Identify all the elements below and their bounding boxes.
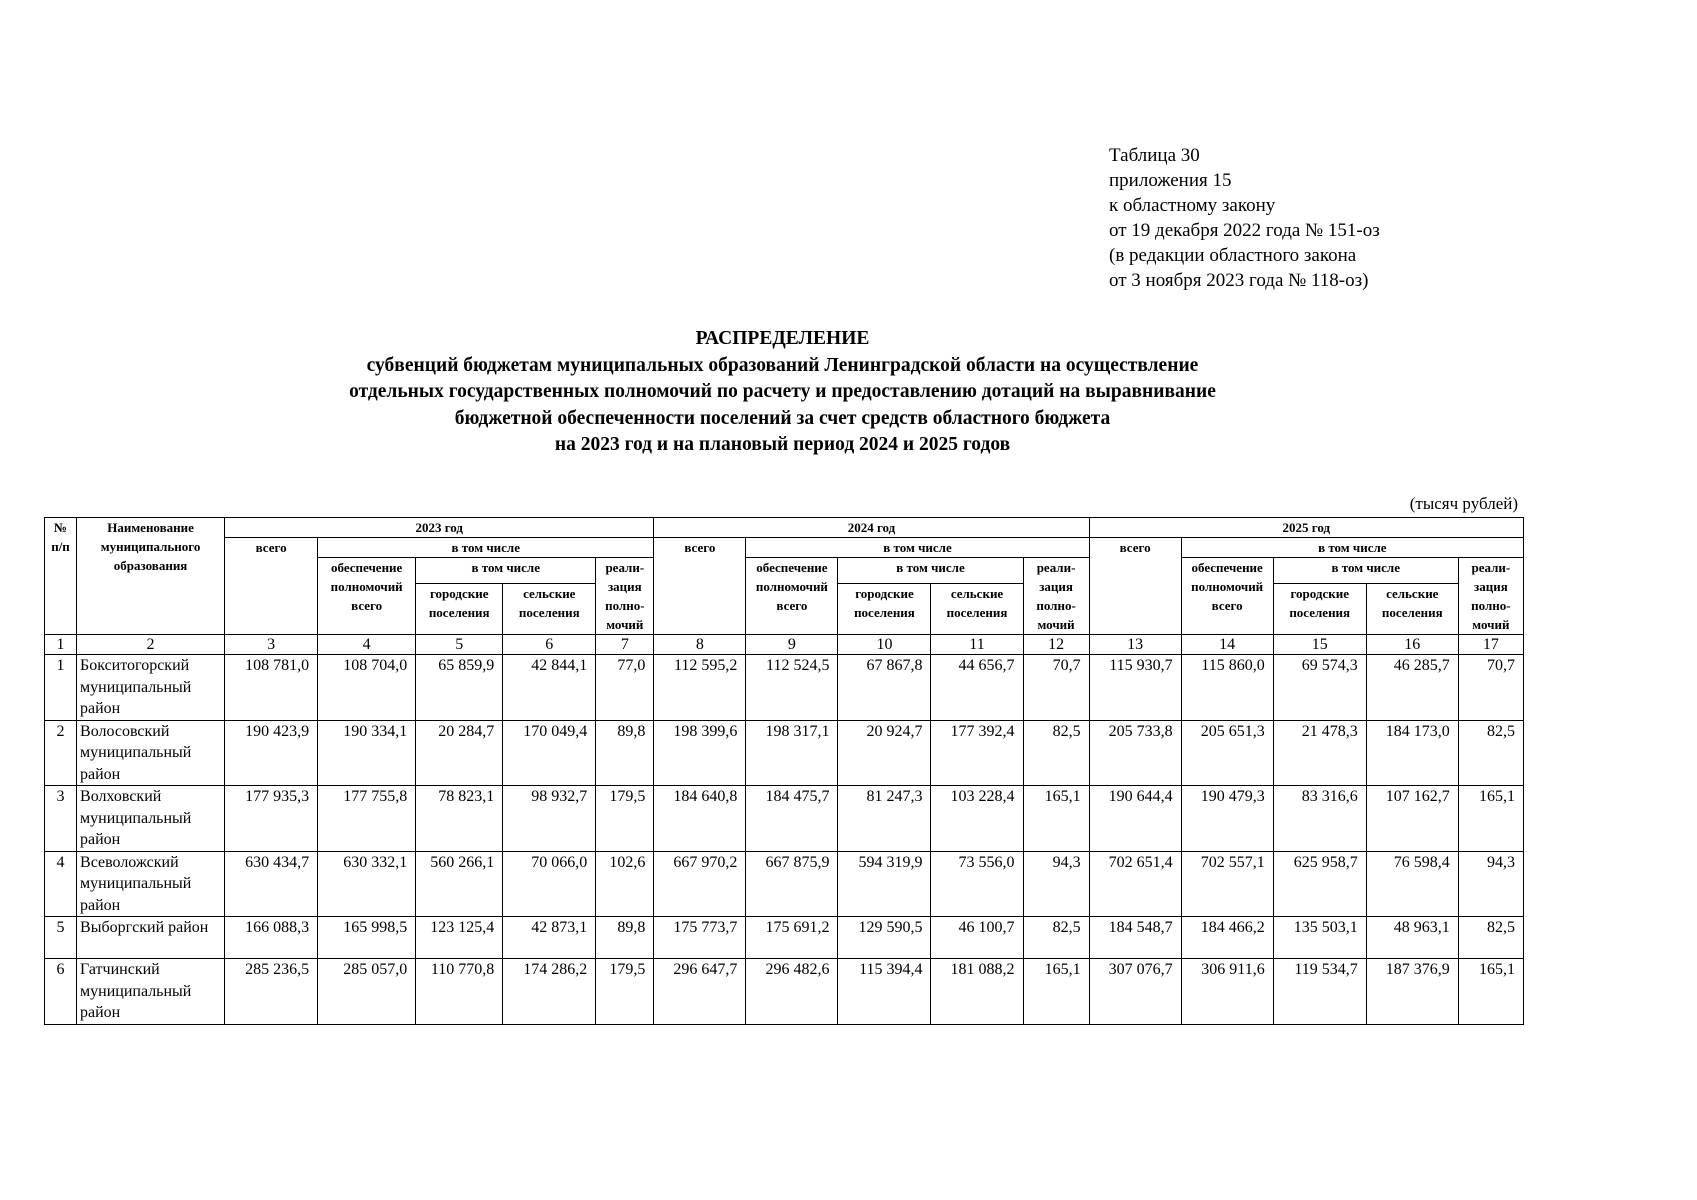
appendix-note-line: Таблица 30 [1109, 145, 1200, 166]
amount-cell: 123 125,4 [416, 917, 503, 959]
col-header-urban: городские поселения [838, 584, 931, 635]
amount-cell: 119 534,7 [1273, 959, 1366, 1025]
col-header-including-sub: в том числе [1273, 558, 1458, 584]
amount-cell: 73 556,0 [931, 851, 1023, 917]
col-header-provision: обеспечение полномочий всего [746, 558, 838, 635]
amount-cell: 190 644,4 [1089, 786, 1181, 852]
amount-cell: 184 475,7 [746, 786, 838, 852]
appendix-note [1109, 143, 1380, 293]
amount-cell: 89,8 [596, 917, 654, 959]
amount-cell: 184 548,7 [1089, 917, 1181, 959]
column-number: 7 [596, 635, 654, 655]
amount-cell: 630 434,7 [225, 851, 318, 917]
column-number-row [45, 635, 1524, 655]
col-header-rural: сельские поселения [1366, 584, 1458, 635]
col-header-including: в том числе [1181, 538, 1523, 558]
amount-cell: 306 911,6 [1181, 959, 1273, 1025]
amount-cell: 630 332,1 [318, 851, 416, 917]
amount-cell: 285 236,5 [225, 959, 318, 1025]
appendix-note-line: приложения 15 [1109, 170, 1232, 191]
title-line: отдельных государственных полномочий по расчету и предоставлению дотаций на выравнивание [349, 381, 1216, 402]
amount-cell: 112 524,5 [746, 655, 838, 721]
col-header-implementation: реали-зация полно-мочий [1023, 558, 1089, 635]
municipality-name: Волховский муниципальный район [77, 786, 225, 852]
amount-cell: 108 781,0 [225, 655, 318, 721]
amount-cell: 115 860,0 [1181, 655, 1273, 721]
amount-cell: 82,5 [1023, 917, 1089, 959]
title-line: субвенций бюджетам муниципальных образований Ленинградской области на осуществление [366, 354, 1199, 376]
appendix-note-line: от 3 ноября 2023 года № 118-оз) [1109, 270, 1369, 291]
amount-cell: 594 319,9 [838, 851, 931, 917]
row-number: 1 [45, 655, 77, 721]
col-header-number: № п/п [45, 518, 77, 635]
col-header-including: в том числе [318, 538, 654, 558]
amount-cell: 667 875,9 [746, 851, 838, 917]
col-header-provision: обеспечение полномочий всего [1181, 558, 1273, 635]
amount-cell: 115 930,7 [1089, 655, 1181, 721]
column-number: 5 [416, 635, 503, 655]
amount-cell: 21 478,3 [1273, 720, 1366, 786]
amount-cell: 175 691,2 [746, 917, 838, 959]
column-number: 14 [1181, 635, 1273, 655]
amount-cell: 625 958,7 [1273, 851, 1366, 917]
amount-cell: 307 076,7 [1089, 959, 1181, 1025]
amount-cell: 77,0 [596, 655, 654, 721]
amount-cell: 190 479,3 [1181, 786, 1273, 852]
row-number: 2 [45, 720, 77, 786]
amount-cell: 198 317,1 [746, 720, 838, 786]
amount-cell: 177 392,4 [931, 720, 1023, 786]
table-row [45, 720, 1524, 786]
column-number: 13 [1089, 635, 1181, 655]
col-header-urban: городские поселения [1273, 584, 1366, 635]
amount-cell: 70 066,0 [503, 851, 596, 917]
col-header-provision: обеспечение полномочий всего [318, 558, 416, 635]
col-header-rural: сельские поселения [503, 584, 596, 635]
amount-cell: 81 247,3 [838, 786, 931, 852]
table-body [45, 655, 1524, 1025]
table-row [45, 851, 1524, 917]
table-row [45, 655, 1524, 721]
amount-cell: 44 656,7 [931, 655, 1023, 721]
amount-cell: 175 773,7 [654, 917, 746, 959]
col-header-rural: сельские поселения [931, 584, 1023, 635]
col-header-year: 2024 год [654, 518, 1089, 538]
amount-cell: 190 334,1 [318, 720, 416, 786]
distribution-table [44, 517, 1524, 1025]
col-header-implementation: реали-зация полно-мочий [596, 558, 654, 635]
column-number: 6 [503, 635, 596, 655]
column-number: 8 [654, 635, 746, 655]
amount-cell: 205 651,3 [1181, 720, 1273, 786]
amount-cell: 107 162,7 [1366, 786, 1458, 852]
amount-cell: 296 482,6 [746, 959, 838, 1025]
municipality-name: Бокситогорский муниципальный район [77, 655, 225, 721]
table-row [45, 917, 1524, 959]
title-line: на 2023 год и на плановый период 2024 и 2025 годов [554, 434, 1011, 455]
amount-cell: 187 376,9 [1366, 959, 1458, 1025]
amount-cell: 165,1 [1458, 786, 1523, 852]
amount-cell: 89,8 [596, 720, 654, 786]
amount-cell: 184 173,0 [1366, 720, 1458, 786]
col-header-year: 2023 год [225, 518, 654, 538]
amount-cell: 179,5 [596, 959, 654, 1025]
amount-cell: 285 057,0 [318, 959, 416, 1025]
amount-cell: 702 651,4 [1089, 851, 1181, 917]
amount-cell: 94,3 [1023, 851, 1089, 917]
col-header-year: 2025 год [1089, 518, 1523, 538]
amount-cell: 82,5 [1458, 917, 1523, 959]
row-number: 3 [45, 786, 77, 852]
title-line: РАСПРЕДЕЛЕНИЕ [695, 328, 870, 349]
col-header-total: всего [225, 538, 318, 635]
col-header-including: в том числе [746, 538, 1089, 558]
amount-cell: 82,5 [1023, 720, 1089, 786]
amount-cell: 179,5 [596, 786, 654, 852]
column-number: 11 [931, 635, 1023, 655]
header-row-groups [45, 538, 1524, 558]
appendix-note-line: к областному закону [1109, 195, 1276, 216]
amount-cell: 702 557,1 [1181, 851, 1273, 917]
amount-cell: 205 733,8 [1089, 720, 1181, 786]
amount-cell: 102,6 [596, 851, 654, 917]
column-number: 10 [838, 635, 931, 655]
amount-cell: 46 100,7 [931, 917, 1023, 959]
amount-cell: 115 394,4 [838, 959, 931, 1025]
column-number: 16 [1366, 635, 1458, 655]
amount-cell: 48 963,1 [1366, 917, 1458, 959]
col-header-including-sub: в том числе [416, 558, 596, 584]
amount-cell: 46 285,7 [1366, 655, 1458, 721]
amount-cell: 184 466,2 [1181, 917, 1273, 959]
amount-cell: 177 755,8 [318, 786, 416, 852]
appendix-note-line: (в редакции областного закона [1109, 245, 1357, 266]
amount-cell: 177 935,3 [225, 786, 318, 852]
amount-cell: 108 704,0 [318, 655, 416, 721]
column-number: 9 [746, 635, 838, 655]
amount-cell: 70,7 [1458, 655, 1523, 721]
column-number: 4 [318, 635, 416, 655]
amount-cell: 110 770,8 [416, 959, 503, 1025]
table-row [45, 786, 1524, 852]
column-number: 15 [1273, 635, 1366, 655]
municipality-name: Всеволожский муниципальный район [77, 851, 225, 917]
col-header-total: всего [1089, 538, 1181, 635]
amount-cell: 20 284,7 [416, 720, 503, 786]
amount-cell: 296 647,7 [654, 959, 746, 1025]
amount-cell: 560 266,1 [416, 851, 503, 917]
header-row-years [45, 518, 1524, 538]
col-header-including-sub: в том числе [838, 558, 1023, 584]
municipality-name: Гатчинский муниципальный район [77, 959, 225, 1025]
amount-cell: 70,7 [1023, 655, 1089, 721]
amount-cell: 42 873,1 [503, 917, 596, 959]
table-row [45, 959, 1524, 1025]
amount-cell: 20 924,7 [838, 720, 931, 786]
document-title [0, 326, 1565, 459]
amount-cell: 184 640,8 [654, 786, 746, 852]
amount-cell: 190 423,9 [225, 720, 318, 786]
column-number: 2 [77, 635, 225, 655]
municipality-name: Выборгский район [77, 917, 225, 959]
column-number: 3 [225, 635, 318, 655]
column-number: 12 [1023, 635, 1089, 655]
col-header-implementation: реали-зация полно-мочий [1458, 558, 1523, 635]
amount-cell: 165,1 [1458, 959, 1523, 1025]
amount-cell: 165 998,5 [318, 917, 416, 959]
col-header-urban: городские поселения [416, 584, 503, 635]
amount-cell: 69 574,3 [1273, 655, 1366, 721]
amount-cell: 67 867,8 [838, 655, 931, 721]
col-header-total: всего [654, 538, 746, 635]
title-line: бюджетной обеспеченности поселений за счет средств областного бюджета [454, 407, 1111, 429]
amount-cell: 174 286,2 [503, 959, 596, 1025]
column-number: 17 [1458, 635, 1523, 655]
row-number: 4 [45, 851, 77, 917]
amount-cell: 103 228,4 [931, 786, 1023, 852]
amount-cell: 94,3 [1458, 851, 1523, 917]
amount-cell: 135 503,1 [1273, 917, 1366, 959]
col-header-name: Наименование муниципального образования [77, 518, 225, 635]
amount-cell: 82,5 [1458, 720, 1523, 786]
amount-cell: 76 598,4 [1366, 851, 1458, 917]
row-number: 6 [45, 959, 77, 1025]
amount-cell: 198 399,6 [654, 720, 746, 786]
amount-cell: 165,1 [1023, 786, 1089, 852]
amount-cell: 112 595,2 [654, 655, 746, 721]
amount-cell: 165,1 [1023, 959, 1089, 1025]
appendix-note-line: от 19 декабря 2022 года № 151-оз [1109, 220, 1380, 241]
amount-cell: 78 823,1 [416, 786, 503, 852]
amount-cell: 166 088,3 [225, 917, 318, 959]
amount-cell: 83 316,6 [1273, 786, 1366, 852]
amount-cell: 98 932,7 [503, 786, 596, 852]
amount-cell: 181 088,2 [931, 959, 1023, 1025]
amount-cell: 667 970,2 [654, 851, 746, 917]
units-label: (тысяч рублей) [1409, 494, 1518, 513]
row-number: 5 [45, 917, 77, 959]
column-number: 1 [45, 635, 77, 655]
amount-cell: 42 844,1 [503, 655, 596, 721]
amount-cell: 170 049,4 [503, 720, 596, 786]
amount-cell: 129 590,5 [838, 917, 931, 959]
amount-cell: 65 859,9 [416, 655, 503, 721]
municipality-name: Волосовский муниципальный район [77, 720, 225, 786]
